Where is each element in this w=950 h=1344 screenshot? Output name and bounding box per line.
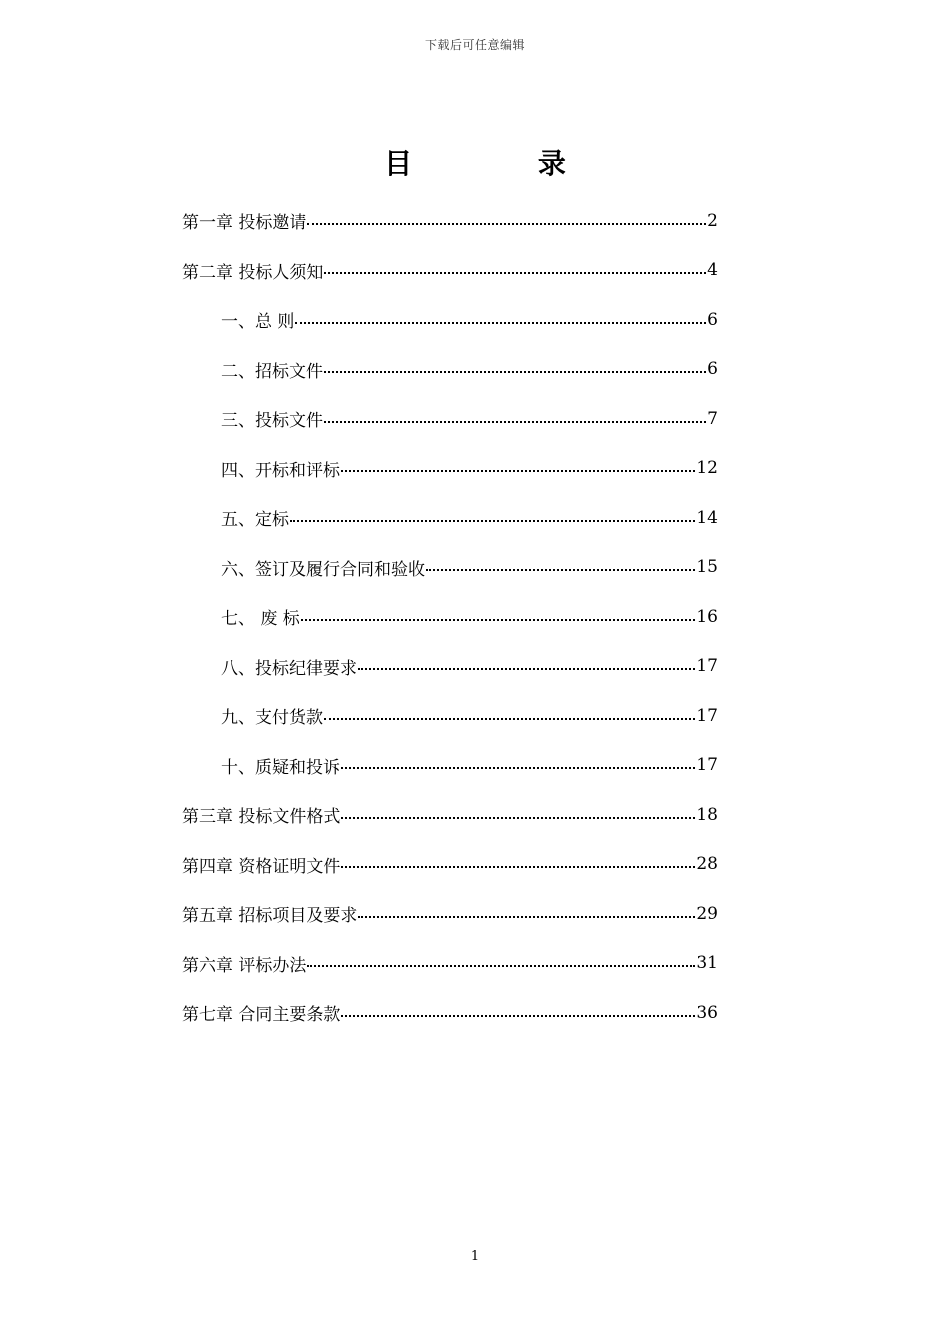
toc-entry[interactable]	[182, 790, 718, 840]
toc-entry-page: 4	[707, 260, 718, 281]
toc-entry-label: 七、 废 标	[221, 609, 300, 630]
toc-dot-leader	[324, 359, 706, 379]
toc-entry[interactable]	[182, 394, 718, 444]
toc-entry[interactable]	[182, 939, 718, 989]
toc-entry-page: 14	[696, 507, 718, 528]
toc-entry-label: 九、支付货款	[221, 708, 323, 729]
toc-dot-leader	[358, 904, 695, 924]
toc-entry-page: 17	[696, 656, 718, 677]
toc-entry-page: 7	[707, 408, 718, 429]
toc-dot-leader	[307, 953, 695, 973]
toc-dot-leader	[341, 805, 695, 825]
toc-dot-leader	[341, 458, 695, 478]
toc-dot-leader	[426, 557, 695, 577]
toc-dot-leader	[324, 409, 706, 429]
toc-dot-leader	[341, 854, 695, 874]
toc-entry-page: 15	[696, 557, 718, 578]
toc-entry[interactable]	[182, 592, 718, 642]
toc-entry[interactable]	[182, 691, 718, 741]
toc-entry[interactable]	[182, 543, 718, 593]
toc-dot-leader	[358, 656, 695, 676]
toc-entry[interactable]	[182, 345, 718, 395]
toc-entry-page: 6	[707, 359, 718, 380]
toc-entry-page: 17	[696, 705, 718, 726]
toc-entry[interactable]	[182, 246, 718, 296]
table-of-contents	[182, 196, 718, 1038]
toc-entry-page: 17	[696, 755, 718, 776]
toc-entry-page: 28	[696, 854, 718, 875]
toc-entry[interactable]	[182, 196, 718, 246]
toc-entry[interactable]	[182, 642, 718, 692]
toc-dot-leader	[324, 260, 706, 280]
toc-entry[interactable]	[182, 988, 718, 1038]
toc-entry-label: 第二章 投标人须知	[182, 262, 324, 283]
toc-entry-label: 三、投标文件	[221, 411, 323, 432]
toc-entry-label: 第五章 招标项目及要求	[182, 906, 358, 927]
toc-dot-leader	[307, 211, 706, 231]
toc-entry[interactable]	[182, 741, 718, 791]
toc-entry[interactable]	[182, 444, 718, 494]
toc-entry[interactable]	[182, 889, 718, 939]
toc-dot-leader	[324, 706, 695, 726]
toc-entry-label: 第六章 评标办法	[182, 955, 307, 976]
toc-entry-page: 29	[696, 903, 718, 924]
toc-entry-label: 第三章 投标文件格式	[182, 807, 341, 828]
toc-entry-page: 18	[696, 804, 718, 825]
toc-entry-page: 31	[696, 953, 718, 974]
page-number: 1	[470, 1249, 480, 1264]
toc-title: 目 录	[384, 147, 624, 180]
toc-entry[interactable]	[182, 295, 718, 345]
toc-entry-label: 一、总 则	[221, 312, 295, 333]
toc-entry-page: 36	[696, 1002, 718, 1023]
toc-dot-leader	[341, 1003, 695, 1023]
toc-dot-leader	[301, 607, 696, 627]
toc-entry-page: 2	[707, 210, 718, 231]
toc-entry-label: 五、定标	[221, 510, 289, 531]
toc-entry-label: 二、招标文件	[221, 361, 323, 382]
toc-dot-leader	[290, 508, 695, 528]
toc-dot-leader	[341, 755, 695, 775]
page-header-note: 下载后可任意编辑	[424, 38, 525, 52]
toc-entry-label: 第七章 合同主要条款	[182, 1005, 341, 1026]
toc-entry[interactable]	[182, 840, 718, 890]
toc-entry[interactable]	[182, 493, 718, 543]
toc-entry-label: 第一章 投标邀请	[182, 213, 307, 234]
toc-entry-label: 第四章 资格证明文件	[182, 856, 341, 877]
toc-entry-label: 八、投标纪律要求	[221, 658, 357, 679]
toc-entry-label: 四、开标和评标	[221, 460, 340, 481]
toc-entry-label: 十、质疑和投诉	[221, 757, 340, 778]
toc-entry-label: 六、签订及履行合同和验收	[221, 559, 425, 580]
toc-entry-page: 6	[707, 309, 718, 330]
toc-dot-leader	[295, 310, 706, 330]
toc-entry-page: 12	[696, 458, 718, 479]
toc-entry-page: 16	[696, 606, 718, 627]
